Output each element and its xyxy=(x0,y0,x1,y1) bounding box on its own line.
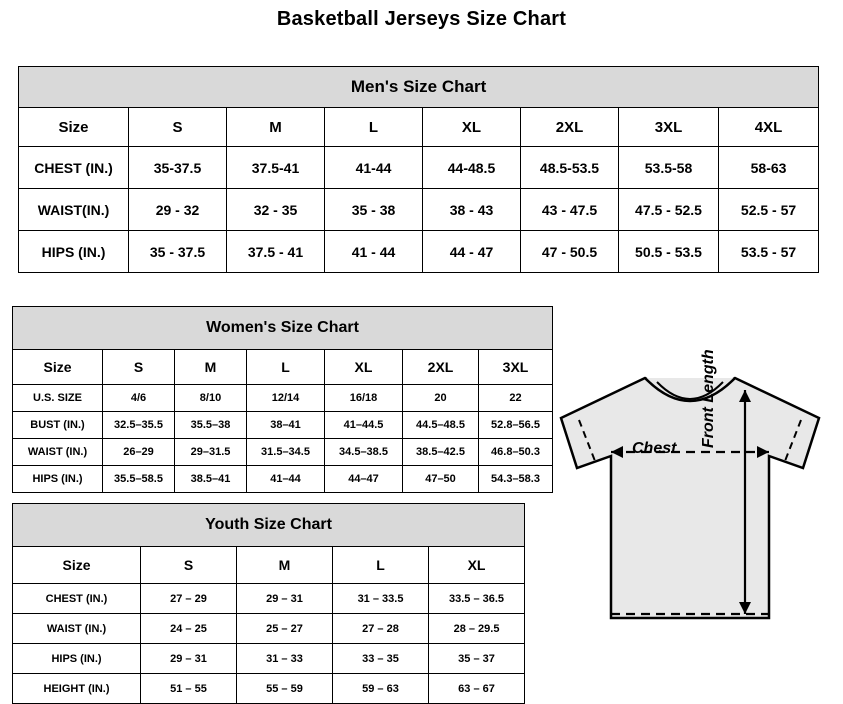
womens-size-chart-table xyxy=(12,306,553,493)
page-title: Basketball Jerseys Size Chart xyxy=(276,8,567,30)
table-caption-row xyxy=(13,504,525,547)
womens-header-l: L xyxy=(247,350,325,385)
table-row xyxy=(19,231,819,273)
youth-chest-l: 31 – 33.5 xyxy=(333,584,429,614)
table-row xyxy=(13,674,525,704)
womens-ussize-2xl: 20 xyxy=(403,385,479,412)
mens-waist-xl: 38 - 43 xyxy=(423,189,521,231)
womens-hips-m: 38.5–41 xyxy=(175,466,247,493)
womens-waist-m: 29–31.5 xyxy=(175,439,247,466)
mens-header-m: M xyxy=(227,108,325,147)
table-header-row xyxy=(19,108,819,147)
youth-header-s: S xyxy=(141,547,237,584)
mens-hips-2xl: 47 - 50.5 xyxy=(521,231,619,273)
table-header-row xyxy=(13,547,525,584)
mens-header-4xl: 4XL xyxy=(719,108,819,147)
jersey-body-shape xyxy=(561,378,819,618)
mens-header-size: Size xyxy=(19,108,129,147)
table-row xyxy=(13,412,553,439)
womens-ussize-s: 4/6 xyxy=(103,385,175,412)
mens-row-label-chest: CHEST (IN.) xyxy=(19,147,129,189)
womens-ussize-l: 12/14 xyxy=(247,385,325,412)
mens-waist-s: 29 - 32 xyxy=(129,189,227,231)
womens-ussize-m: 8/10 xyxy=(175,385,247,412)
womens-header-3xl: 3XL xyxy=(479,350,553,385)
youth-header-xl: XL xyxy=(429,547,525,584)
youth-row-label-waist: WAIST (IN.) xyxy=(13,614,141,644)
mens-row-label-hips: HIPS (IN.) xyxy=(19,231,129,273)
mens-waist-2xl: 43 - 47.5 xyxy=(521,189,619,231)
womens-row-label-waist: WAIST (IN.) xyxy=(13,439,103,466)
youth-hips-s: 29 – 31 xyxy=(141,644,237,674)
table-row xyxy=(13,614,525,644)
womens-waist-2xl: 38.5–42.5 xyxy=(403,439,479,466)
youth-hips-m: 31 – 33 xyxy=(237,644,333,674)
table-row xyxy=(13,466,553,493)
womens-header-size: Size xyxy=(13,350,103,385)
womens-row-label-hips: HIPS (IN.) xyxy=(13,466,103,493)
youth-row-label-hips: HIPS (IN.) xyxy=(13,644,141,674)
womens-header-2xl: 2XL xyxy=(403,350,479,385)
table-header-row xyxy=(13,350,553,385)
youth-chart-caption: Youth Size Chart xyxy=(13,504,525,547)
mens-waist-4xl: 52.5 - 57 xyxy=(719,189,819,231)
mens-chest-m: 37.5-41 xyxy=(227,147,325,189)
mens-hips-3xl: 50.5 - 53.5 xyxy=(619,231,719,273)
mens-hips-l: 41 - 44 xyxy=(325,231,423,273)
youth-hips-xl: 35 – 37 xyxy=(429,644,525,674)
womens-hips-2xl: 47–50 xyxy=(403,466,479,493)
mens-waist-l: 35 - 38 xyxy=(325,189,423,231)
womens-hips-3xl: 54.3–58.3 xyxy=(479,466,553,493)
front-length-measure-label: Front Length xyxy=(700,349,717,448)
mens-header-s: S xyxy=(129,108,227,147)
jersey-measurement-diagram xyxy=(545,360,835,672)
youth-height-m: 55 – 59 xyxy=(237,674,333,704)
womens-bust-3xl: 52.8–56.5 xyxy=(479,412,553,439)
womens-waist-3xl: 46.8–50.3 xyxy=(479,439,553,466)
mens-row-label-waist: WAIST(IN.) xyxy=(19,189,129,231)
youth-chest-s: 27 – 29 xyxy=(141,584,237,614)
chest-measure-label: Chest xyxy=(632,440,677,457)
womens-bust-xl: 41–44.5 xyxy=(325,412,403,439)
table-caption-row xyxy=(19,67,819,108)
table-row xyxy=(13,439,553,466)
youth-chest-xl: 33.5 – 36.5 xyxy=(429,584,525,614)
youth-waist-m: 25 – 27 xyxy=(237,614,333,644)
mens-chest-l: 41-44 xyxy=(325,147,423,189)
youth-waist-s: 24 – 25 xyxy=(141,614,237,644)
mens-hips-4xl: 53.5 - 57 xyxy=(719,231,819,273)
mens-chest-3xl: 53.5-58 xyxy=(619,147,719,189)
womens-chart-caption: Women's Size Chart xyxy=(13,307,553,350)
youth-height-l: 59 – 63 xyxy=(333,674,429,704)
mens-waist-3xl: 47.5 - 52.5 xyxy=(619,189,719,231)
mens-hips-m: 37.5 - 41 xyxy=(227,231,325,273)
youth-chest-m: 29 – 31 xyxy=(237,584,333,614)
womens-waist-l: 31.5–34.5 xyxy=(247,439,325,466)
youth-height-s: 51 – 55 xyxy=(141,674,237,704)
youth-hips-l: 33 – 35 xyxy=(333,644,429,674)
mens-chest-xl: 44-48.5 xyxy=(423,147,521,189)
youth-waist-xl: 28 – 29.5 xyxy=(429,614,525,644)
mens-header-3xl: 3XL xyxy=(619,108,719,147)
womens-row-label-bust: BUST (IN.) xyxy=(13,412,103,439)
womens-header-xl: XL xyxy=(325,350,403,385)
womens-ussize-3xl: 22 xyxy=(479,385,553,412)
mens-chest-2xl: 48.5-53.5 xyxy=(521,147,619,189)
womens-row-label-us-size: U.S. SIZE xyxy=(13,385,103,412)
mens-chest-s: 35-37.5 xyxy=(129,147,227,189)
mens-header-l: L xyxy=(325,108,423,147)
womens-hips-l: 41–44 xyxy=(247,466,325,493)
womens-header-m: M xyxy=(175,350,247,385)
womens-hips-xl: 44–47 xyxy=(325,466,403,493)
womens-waist-s: 26–29 xyxy=(103,439,175,466)
youth-size-chart-table xyxy=(12,503,525,704)
mens-header-2xl: 2XL xyxy=(521,108,619,147)
womens-bust-m: 35.5–38 xyxy=(175,412,247,439)
mens-size-chart-table xyxy=(18,66,819,273)
mens-chest-4xl: 58-63 xyxy=(719,147,819,189)
mens-chart-caption: Men's Size Chart xyxy=(19,67,819,108)
youth-row-label-chest: CHEST (IN.) xyxy=(13,584,141,614)
womens-bust-2xl: 44.5–48.5 xyxy=(403,412,479,439)
youth-header-m: M xyxy=(237,547,333,584)
womens-bust-s: 32.5–35.5 xyxy=(103,412,175,439)
womens-waist-xl: 34.5–38.5 xyxy=(325,439,403,466)
table-row xyxy=(13,644,525,674)
youth-height-xl: 63 – 67 xyxy=(429,674,525,704)
youth-row-label-height: HEIGHT (IN.) xyxy=(13,674,141,704)
womens-ussize-xl: 16/18 xyxy=(325,385,403,412)
youth-header-size: Size xyxy=(13,547,141,584)
youth-waist-l: 27 – 28 xyxy=(333,614,429,644)
table-row xyxy=(13,584,525,614)
table-row xyxy=(19,147,819,189)
table-row xyxy=(19,189,819,231)
mens-waist-m: 32 - 35 xyxy=(227,189,325,231)
youth-header-l: L xyxy=(333,547,429,584)
womens-header-s: S xyxy=(103,350,175,385)
womens-bust-l: 38–41 xyxy=(247,412,325,439)
mens-hips-xl: 44 - 47 xyxy=(423,231,521,273)
mens-hips-s: 35 - 37.5 xyxy=(129,231,227,273)
mens-header-xl: XL xyxy=(423,108,521,147)
womens-hips-s: 35.5–58.5 xyxy=(103,466,175,493)
table-caption-row xyxy=(13,307,553,350)
table-row xyxy=(13,385,553,412)
